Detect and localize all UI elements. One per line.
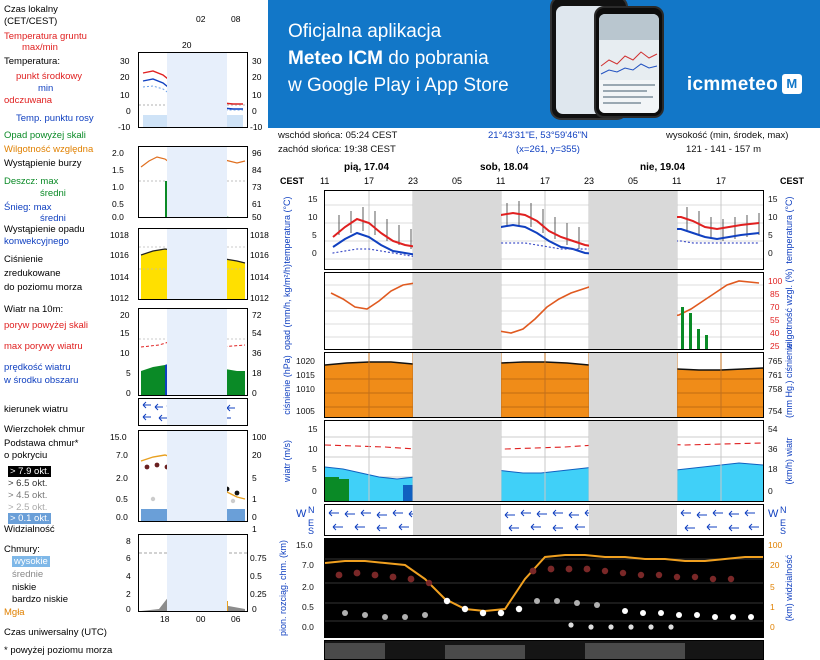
legend-wind-dir: kierunek wiatru [4, 404, 68, 415]
ax-wind-l-5: 5 [126, 368, 131, 378]
legend-clouds-mid: średnie [12, 569, 44, 580]
legend-temp-min: min [38, 83, 54, 94]
wind-tick-r-18: 18 [768, 464, 778, 474]
legend-okt-01: > 0.1 okt. [10, 513, 50, 524]
cloud-tick-l-00: 0.0 [302, 622, 314, 632]
press-tick-l-1010: 1010 [296, 384, 315, 394]
legend-btick-06: 06 [231, 614, 241, 624]
legend-tick-20: 20 [182, 40, 192, 50]
hour-9: 17 [716, 176, 727, 186]
press-tick-l-1020: 1020 [296, 356, 315, 366]
temp-tick-l-5: 5 [312, 230, 317, 240]
ylabel-precip-left: opad (mm/h, kg/m²/h) [282, 263, 292, 350]
ax-wind-r-0: 0 [252, 388, 257, 398]
panel-wind-direction [324, 504, 764, 536]
hour-6: 23 [584, 176, 595, 186]
ax-temp-l-m10: -10 [118, 122, 131, 132]
hour-0: 11 [320, 176, 330, 186]
day-label-0: pią, 17.04 [344, 162, 390, 173]
ax-wind-l-15: 15 [120, 328, 130, 338]
winddir-label-e-left: E [308, 518, 315, 528]
winddir-label-e-right: E [780, 518, 787, 528]
legend-btick-18: 18 [160, 614, 170, 624]
legend-ground-temp: Temperatura gruntu [4, 31, 87, 42]
hum-tick-100: 100 [768, 276, 783, 286]
legend-pressure3: do poziomu morza [4, 282, 83, 293]
ylabel-wind-right: (km/h) wiatr [784, 437, 794, 485]
ax-vis-l-4: 4 [126, 571, 131, 581]
ax-hum-l-10: 1.0 [112, 182, 124, 192]
ylabel-temperature-right: temperatura (°C) [784, 196, 794, 264]
legend-okt-65: > 6.5 okt. [8, 478, 48, 489]
ax-temp-r-20: 20 [252, 72, 262, 82]
ax-temp-r-0: 0 [252, 106, 257, 116]
phone-front [594, 6, 664, 118]
grid-point-text: (x=261, y=355) [516, 144, 580, 155]
winddir-label-n-right: N [780, 505, 787, 515]
hum-tick-55: 55 [770, 315, 780, 325]
ax-hum-l-15: 1.5 [112, 165, 124, 175]
legend-okt-45: > 4.5 okt. [8, 490, 48, 501]
ax-temp-r-m10: -10 [250, 122, 263, 132]
sunset-text: zachód słońca: 19:38 CEST [278, 144, 396, 155]
hour-7: 05 [628, 176, 639, 186]
panel-temperature [324, 190, 764, 270]
legend-wind10: Wiatr na 10m: [4, 304, 64, 315]
legend-time-local: Czas lokalny [4, 4, 58, 15]
legend-btick-00: 00 [196, 614, 206, 624]
legend-storm: Wystąpienie burzy [4, 158, 82, 169]
day-labels-row [268, 162, 820, 176]
legend-snow-avg: średni [40, 213, 66, 224]
ax-cloud-l-05: 0.5 [116, 494, 128, 504]
temp-tick-r-5: 5 [768, 230, 773, 240]
ax-wind-r-54: 54 [252, 328, 262, 338]
legend-wind-area: w środku obszaru [4, 375, 79, 386]
hour-2: 23 [408, 176, 419, 186]
legend-clouds-low: niskie [12, 582, 37, 593]
ax-hum-l-05: 0.5 [112, 199, 124, 209]
banner-line2 [288, 45, 509, 72]
cest-left-label: CEST [280, 176, 305, 186]
wind-tick-l-10: 10 [308, 444, 318, 454]
ax-wind-r-18: 18 [252, 368, 262, 378]
ax-vis-r-075: 0.75 [250, 553, 267, 563]
wind-tick-l-15: 15 [308, 424, 318, 434]
ax-cloud-r-100: 100 [252, 432, 267, 442]
forecast-header [268, 128, 820, 162]
cloud-tick-l-70: 7.0 [302, 560, 314, 570]
phone-front-screen [599, 14, 659, 113]
legend-clouds-high: wysokie [14, 556, 48, 567]
legend-rel-hum: Wilgotność względna [4, 144, 94, 155]
icm-logo [687, 74, 802, 96]
ax-cloud-r-20: 20 [252, 450, 262, 460]
ylabel-temperature-left: temperatura (°C) [282, 196, 292, 264]
ax-cloud-r-0: 0 [252, 512, 257, 522]
ax-wind-r-36: 36 [252, 348, 262, 358]
ax-vis-l-0: 0 [126, 604, 131, 614]
winddir-label-s-right: S [780, 526, 787, 536]
legend-pressure2: zredukowane [4, 268, 61, 279]
mini-chart-clouds [138, 430, 248, 522]
ax-hum-l-20: 2.0 [112, 148, 124, 158]
wind-tick-l-0: 0 [312, 486, 317, 496]
ax-press-l-1018: 1018 [110, 230, 129, 240]
hour-labels-row [268, 176, 820, 188]
legend-cloud-top: Wierzchołek chmur [4, 424, 85, 435]
ax-hum-r-50: 50 [252, 212, 262, 222]
hum-tick-70: 70 [770, 302, 780, 312]
cloud-tick-r-1: 1 [770, 602, 775, 612]
cest-right-label: CEST [780, 176, 805, 186]
phone-mockup [532, 0, 652, 118]
wind-tick-r-54: 54 [768, 424, 778, 434]
legend-temperature: Temperatura: [4, 56, 60, 67]
press-tick-r-758: 758 [768, 384, 783, 394]
banner-line2-bold: Meteo ICM [288, 48, 383, 69]
cloud-tick-r-5: 5 [770, 582, 775, 592]
ax-vis-r-05: 0.5 [250, 571, 262, 581]
temp-tick-r-10: 10 [768, 212, 778, 222]
ax-wind-r-72: 72 [252, 310, 262, 320]
cloud-tick-r-20: 20 [770, 560, 780, 570]
ax-temp-l-20: 20 [120, 72, 130, 82]
ax-cloud-l-00: 0.0 [116, 512, 128, 522]
press-tick-r-754: 754 [768, 406, 783, 416]
wind-tick-r-36: 36 [768, 444, 778, 454]
temp-tick-l-0: 0 [312, 248, 317, 258]
ylabel-wind-left: wiatr (m/s) [282, 440, 292, 482]
ax-vis-r-0: 0 [252, 604, 257, 614]
hum-tick-85: 85 [770, 289, 780, 299]
legend-footnote: * powyżej poziomu morza [4, 645, 113, 656]
press-tick-l-1005: 1005 [296, 406, 315, 416]
ylabel-humidity-right: wilgotność wzgl. (%) [784, 268, 794, 350]
sunrise-text: wschód słońca: 05:24 CEST [278, 130, 398, 141]
ax-press-l-1014: 1014 [110, 272, 129, 282]
elevation-value: 121 - 141 - 157 m [686, 144, 761, 155]
legend-tick-08: 08 [231, 14, 241, 24]
ax-temp-l-0: 0 [126, 106, 131, 116]
ax-press-r-1014: 1014 [250, 272, 269, 282]
legend-okt-25: > 2.5 okt. [8, 502, 48, 513]
press-tick-l-1015: 1015 [296, 370, 315, 380]
hour-1: 17 [364, 176, 375, 186]
legend-time-local-sub: (CET/CEST) [4, 16, 58, 27]
cloud-tick-l-20: 2.0 [302, 582, 314, 592]
legend-gust-max: max porywy wiatru [4, 341, 83, 352]
ylabel-clouds-left: pion. rozciąg. chm. (km) [278, 539, 288, 637]
legend-cloud-cover: o pokryciu [4, 450, 48, 461]
mini-chart-wind-direction [138, 398, 248, 426]
ax-vis-l-2: 2 [126, 589, 131, 599]
ax-press-r-1016: 1016 [250, 250, 269, 260]
ax-hum-r-84: 84 [252, 165, 262, 175]
ax-press-l-1016: 1016 [110, 250, 129, 260]
mini-chart-pressure [138, 228, 248, 300]
cloud-tick-r-0: 0 [770, 622, 775, 632]
legend-conv-precip: Wystąpienie opadu [4, 224, 85, 235]
temp-tick-r-15: 15 [768, 194, 778, 204]
hour-8: 11 [672, 176, 682, 186]
ax-press-l-1012: 1012 [110, 293, 129, 303]
ax-temp-l-10: 10 [120, 90, 130, 100]
press-tick-r-761: 761 [768, 370, 783, 380]
ax-cloud-r-5: 5 [252, 473, 257, 483]
panel-pressure [324, 352, 764, 418]
mini-chart-temperature [138, 52, 248, 128]
ax-vis-r-1: 1 [252, 524, 257, 534]
ax-press-r-1018: 1018 [250, 230, 269, 240]
coordinates-text: 21°43'31"E, 53°59'46"N [488, 130, 588, 141]
ax-press-r-1012: 1012 [250, 293, 269, 303]
hour-3: 05 [452, 176, 463, 186]
legend-temp-mid: punkt środkowy [16, 71, 83, 82]
mini-chart-visibility [138, 534, 248, 612]
hour-4: 11 [496, 176, 506, 186]
legend-feels: odczuwana [4, 95, 53, 106]
ax-wind-l-20: 20 [120, 310, 130, 320]
temp-tick-l-15: 15 [308, 194, 318, 204]
ax-vis-r-025: 0.25 [250, 589, 267, 599]
ax-vis-l-6: 6 [126, 553, 131, 563]
legend-okt-79: > 7.9 okt. [10, 466, 50, 477]
ax-cloud-l-150: 15.0 [110, 432, 127, 442]
wind-tick-l-5: 5 [312, 464, 317, 474]
press-tick-r-765: 765 [768, 356, 783, 366]
winddir-label-s-left: S [308, 526, 315, 536]
legend-rain: Deszcz: max [4, 176, 59, 187]
ax-vis-l-8: 8 [126, 536, 131, 546]
legend-precip-over: Opad powyżej skali [4, 130, 86, 141]
ax-cloud-l-70: 7.0 [116, 450, 128, 460]
day-label-2: nie, 19.04 [640, 162, 686, 173]
hum-tick-40: 40 [770, 328, 780, 338]
legend-ground-temp-sub: max/min [22, 42, 58, 53]
ax-wind-l-10: 10 [120, 348, 130, 358]
winddir-label-n-left: N [308, 505, 315, 515]
ax-wind-l-0: 0 [126, 388, 131, 398]
hum-tick-25: 25 [770, 341, 780, 351]
legend-utc: Czas uniwersalny (UTC) [4, 627, 107, 638]
panel-visibility-strip [324, 640, 764, 660]
legend-tick-02: 02 [196, 14, 206, 24]
winddir-label-w-right: W [768, 508, 779, 520]
ylabel-clouds-right: (km) widzialność [784, 554, 794, 622]
cloud-tick-l-05: 0.5 [302, 602, 314, 612]
temp-tick-l-10: 10 [308, 212, 318, 222]
legend-clouds-verylow: bardzo niskie [12, 594, 68, 605]
legend-clouds: Chmury: [4, 544, 40, 555]
icm-logo-text: icmmeteo [686, 74, 778, 95]
ax-hum-r-96: 96 [252, 148, 262, 158]
ax-cloud-r-1: 1 [252, 494, 257, 504]
ax-cloud-l-20: 2.0 [116, 473, 128, 483]
legend-visibility: Widzialność [4, 524, 55, 535]
panel-precip-humidity [324, 272, 764, 350]
legend-dewpoint: Temp. punktu rosy [16, 113, 94, 124]
hour-5: 17 [540, 176, 551, 186]
meteogram [268, 162, 820, 660]
legend-snow: Śnieg: max [4, 202, 52, 213]
legend-gust-over: poryw powyżej skali [4, 320, 88, 331]
ax-hum-l-00: 0.0 [112, 212, 124, 222]
legend-panel [0, 0, 268, 660]
panel-wind [324, 420, 764, 502]
ax-hum-r-61: 61 [252, 199, 262, 209]
ax-temp-l-30: 30 [120, 56, 130, 66]
cloud-tick-r-100: 100 [768, 540, 783, 550]
promo-banner[interactable] [268, 0, 820, 128]
legend-conv-precip2: konwekcyjnego [4, 236, 69, 247]
panel-clouds [324, 538, 764, 638]
ylabel-pressure-right: (mm Hg.) ciśnienie [784, 342, 794, 418]
temp-tick-r-0: 0 [768, 248, 773, 258]
mini-chart-wind [138, 308, 248, 396]
legend-pressure: Ciśnienie [4, 254, 44, 265]
legend-rain-avg: średni [40, 188, 66, 199]
ax-temp-r-10: 10 [252, 90, 262, 100]
legend-fog: Mgła [4, 607, 25, 618]
elevation-label: wysokość (min, środek, max) [666, 130, 789, 141]
mini-chart-humidity [138, 146, 248, 218]
ax-temp-r-30: 30 [252, 56, 262, 66]
legend-wind-speed: prędkość wiatru [4, 362, 71, 373]
winddir-label-w-left: W [296, 508, 307, 520]
ylabel-pressure-left: ciśnienie (hPa) [282, 355, 292, 415]
banner-line3: w Google Play i App Store [288, 75, 509, 96]
icm-logo-square: M [782, 74, 802, 94]
legend-cloud-base: Podstawa chmur* [4, 438, 79, 449]
day-label-1: sob, 18.04 [480, 162, 529, 173]
ax-hum-r-73: 73 [252, 182, 262, 192]
cloud-tick-l-150: 15.0 [296, 540, 313, 550]
banner-line2-rest: do pobrania [383, 48, 489, 69]
wind-tick-r-0: 0 [768, 486, 773, 496]
banner-line1: Oficjalna aplikacja [288, 21, 442, 42]
banner-text [288, 18, 509, 99]
